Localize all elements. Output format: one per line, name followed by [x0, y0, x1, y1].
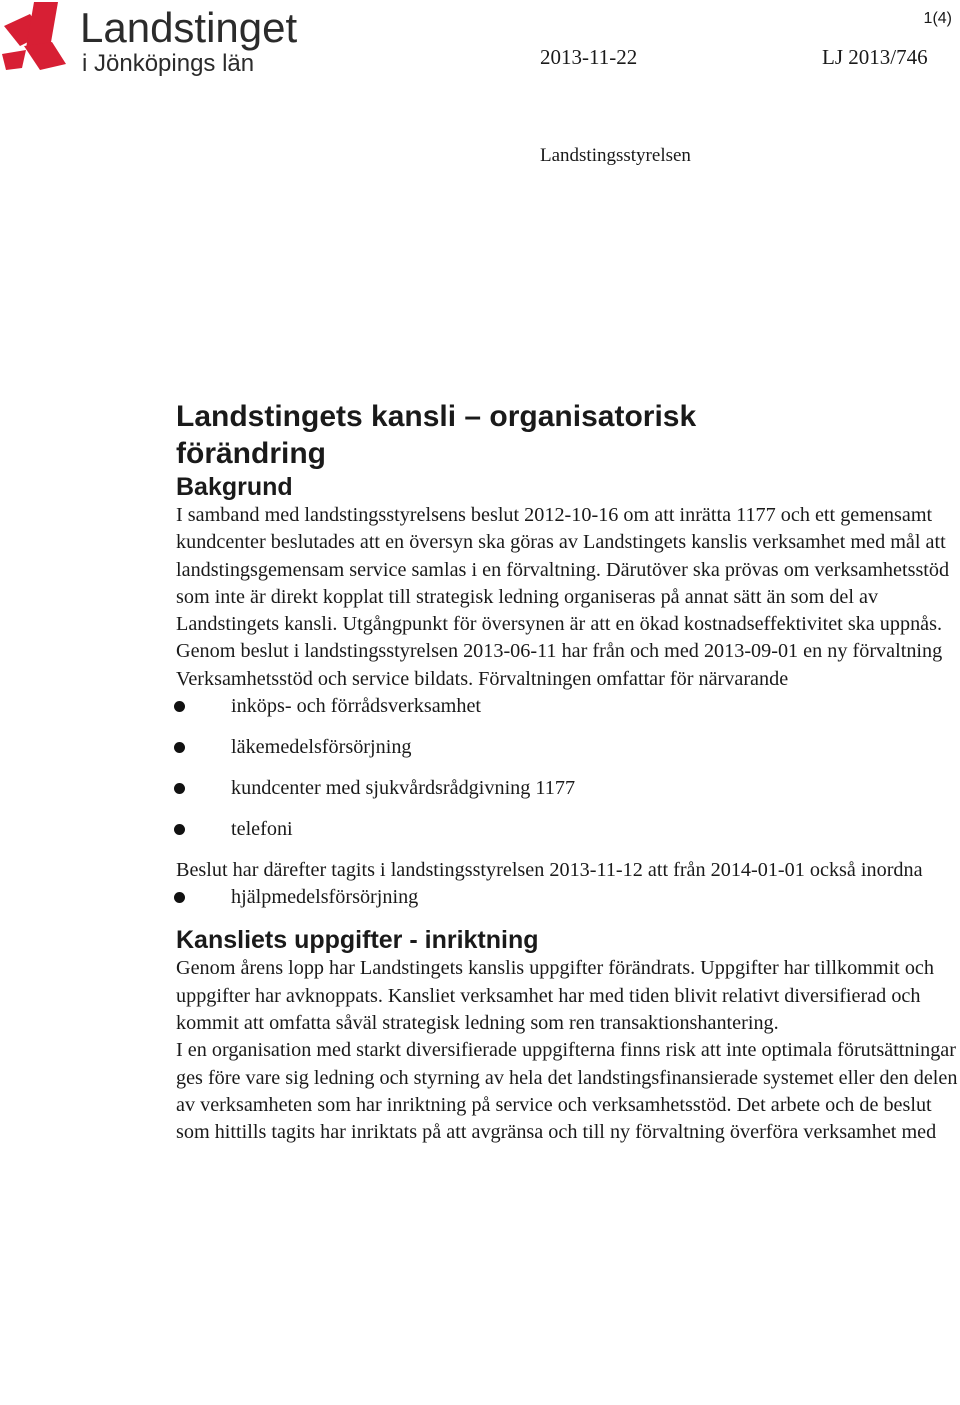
document-reference: LJ 2013/746: [822, 45, 928, 69]
list-item: kundcenter med sjukvårdsrådgivning 1177: [176, 775, 960, 816]
document-date: 2013-11-22: [540, 45, 638, 69]
bullet-icon: [174, 824, 185, 835]
bullet-icon: [174, 892, 185, 903]
recipient: Landstingsstyrelsen: [540, 145, 691, 166]
landstinget-logo: [0, 0, 320, 80]
logo-line1: Landstinget: [80, 4, 298, 51]
bullet-icon: [174, 701, 185, 712]
paragraph-uppgifter-2: I en organisation med starkt diversifierade uppgifterna finns risk att inte optimala förutsättningar ges före vare sig ledning och styrning av hela det landstingsfinansierade systemet eller den delen av verksamheten som har inriktning på service och verksamhetsstöd. Det arbete och de beslut som hittills tagits har inriktats på att avgränsa och till ny förvaltning överföra verksamhet med: [176, 1039, 958, 1144]
title-line-1: Landstingets kansli – organisatorisk: [176, 400, 697, 433]
list-item: hjälpmedelsförsörjning: [176, 884, 960, 925]
list-item: inköps- och förrådsverksamhet: [176, 693, 960, 734]
title-line-2: förändring: [176, 437, 326, 470]
logo-line2: i Jönköpings län: [82, 50, 255, 77]
page-number: 1(4): [923, 10, 952, 27]
section-heading-bakgrund: Bakgrund: [176, 473, 293, 501]
paragraph-bakgrund-1: I samband med landstingsstyrelsens beslut 2012-10-16 om att inrätta 1177 och ett gemensamt kundcenter beslutades att en översyn ska göras av Landstingets kanslis verksamhet med mål att landstingsgemensam service samlas i en förvaltning. Därutöver ska prövas om verksamhetsstöd som inte är direkt kopplat till strategisk ledning organiseras på annat sätt än som del av Landstingets kansli. Utgångpunkt för översynen är att en ökad kostnadseffektivitet ska uppnås.: [176, 504, 950, 636]
bullet-list-current: [176, 693, 960, 857]
bullet-icon: [174, 742, 185, 753]
paragraph-bakgrund-3: Beslut har därefter tagits i landstingsstyrelsen 2013-11-12 att från 2014-01-01 också inordna: [176, 859, 923, 882]
bullet-icon: [174, 783, 185, 794]
paragraph-uppgifter-1: Genom årens lopp har Landstingets kanslis uppgifter förändrats. Uppgifter har tillkommit och uppgifter har avknoppats. Kansliet verksamhet har med tiden blivit relativt diversifierad och kommit att omfatta såväl strategisk ledning som ren transaktionshantering.: [176, 957, 934, 1034]
logo-mark: [2, 2, 66, 70]
paragraph-bakgrund-2: Genom beslut i landstingsstyrelsen 2013-06-11 har från och med 2013-09-01 en ny förvaltning Verksamhetsstöd och service bildats. Förvaltningen omfattar för närvarande: [176, 640, 943, 690]
list-item: telefoni: [176, 816, 960, 857]
logo-graphic: [0, 0, 320, 80]
document-body: [176, 398, 960, 1146]
bullet-list-added: [176, 884, 960, 925]
list-item: läkemedelsförsörjning: [176, 734, 960, 775]
document-title: [176, 398, 960, 472]
section-heading-kansliets-uppgifter: Kansliets uppgifter - inriktning: [176, 926, 539, 955]
